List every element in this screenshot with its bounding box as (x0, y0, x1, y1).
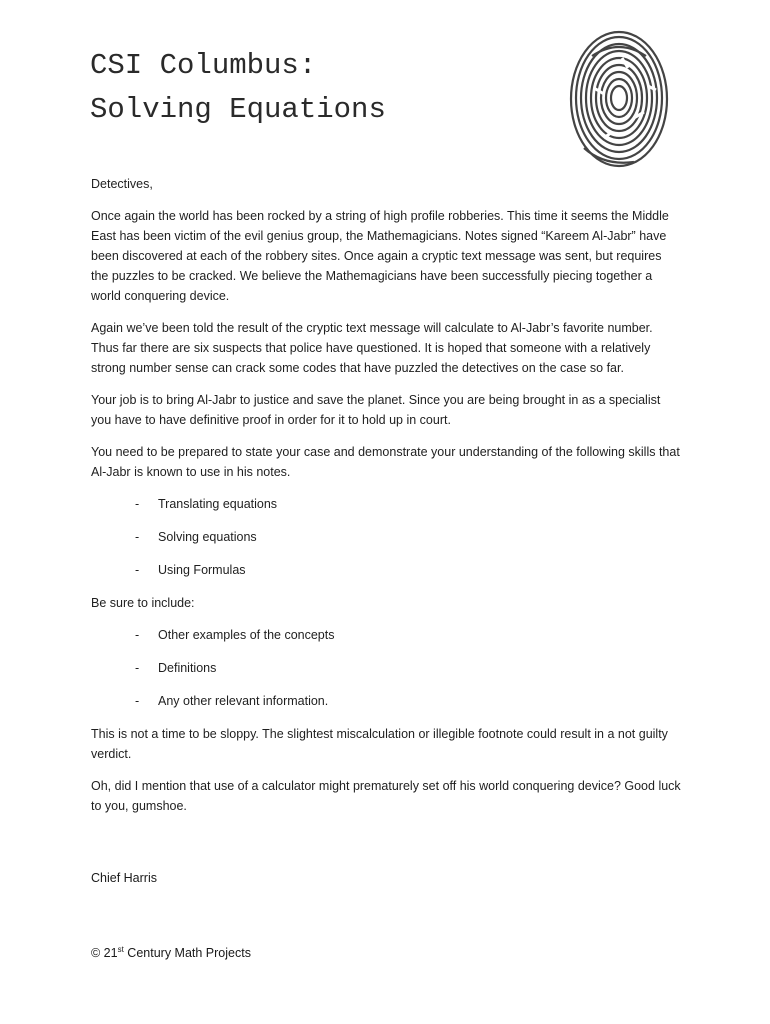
fingerprint-icon (564, 28, 674, 172)
list-dash: - (135, 628, 140, 642)
list-dash: - (135, 497, 140, 511)
title-line-1: CSI Columbus: (90, 49, 317, 82)
skill-label: Solving equations (158, 530, 257, 544)
skill-label: Using Formulas (158, 563, 246, 577)
footer-prefix: © 21 (91, 946, 118, 960)
footer-copyright (91, 943, 251, 963)
footer-superscript: st (117, 944, 124, 954)
page-title (90, 44, 386, 132)
skills-list (91, 494, 681, 580)
letter-body (91, 174, 681, 828)
list-item (91, 560, 681, 580)
include-label: Definitions (158, 661, 217, 675)
greeting: Detectives, (91, 177, 153, 191)
include-label: Other examples of the concepts (158, 628, 335, 642)
skill-label: Translating equations (158, 497, 278, 511)
footer-suffix: Century Math Projects (123, 946, 251, 960)
paragraph-2: Again we’ve been told the result of the cryptic text message will calculate to Al-Jabr’s favorite number. Thus far there are six suspects that police have questioned. It is hoped that someone with a relatively strong number sense can crack some codes that have puzzled the detectives on the case so far. (91, 321, 653, 375)
closing-paragraph-2: Oh, did I mention that use of a calculator might prematurely set off his world conquering device? Good luck to you, gumshoe. (91, 779, 681, 813)
list-item (91, 658, 681, 678)
signature: Chief Harris (91, 871, 157, 885)
title-line-2: Solving Equations (90, 93, 386, 126)
closing-paragraph-1: This is not a time to be sloppy. The slightest miscalculation or illegible footnote could result in a not guilty verdict. (91, 727, 668, 761)
paragraph-4: You need to be prepared to state your case and demonstrate your understanding of the following skills that Al-Jabr is known to use in his notes. (91, 445, 680, 479)
list-item (91, 625, 681, 645)
list-dash: - (135, 661, 140, 675)
list-item (91, 527, 681, 547)
include-intro: Be sure to include: (91, 596, 195, 610)
list-dash: - (135, 694, 140, 708)
list-item (91, 494, 681, 514)
list-dash: - (135, 563, 140, 577)
paragraph-1: Once again the world has been rocked by a string of high profile robberies. This time it seems the Middle East has been victim of the evil genius group, the Mathemagicians. Notes signed “Kareem Al-Jabr” have been discovered at each of the robbery sites. Once again a cryptic text message was sent, but requires the puzzles to be cracked. We believe the Mathemagicians have been successfully piecing together a world conquering device. (91, 209, 669, 303)
paragraph-3: Your job is to bring Al-Jabr to justice and save the planet. Since you are being brought in as a specialist you have to have definitive proof in order for it to hold up in court. (91, 393, 661, 427)
list-dash: - (135, 530, 140, 544)
include-label: Any other relevant information. (158, 694, 329, 708)
list-item (91, 691, 681, 711)
include-list (91, 625, 681, 711)
